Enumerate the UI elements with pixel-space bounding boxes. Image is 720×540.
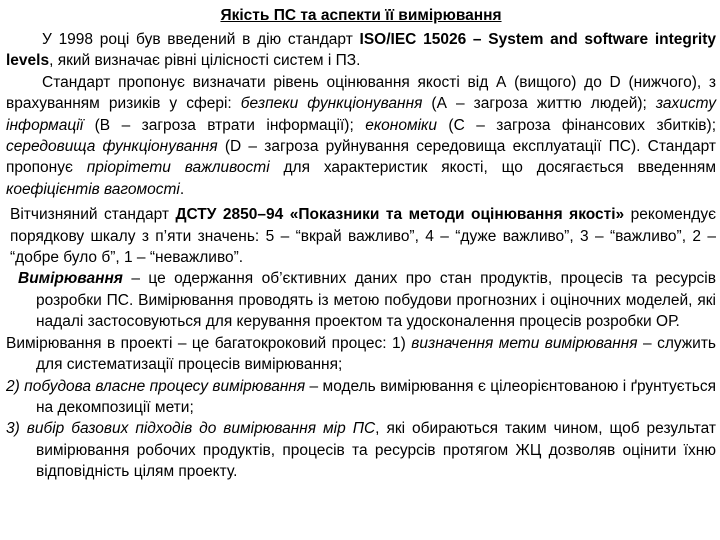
text-run: Вимірювання в проекті – це багатокроковий процес: 1) [6,334,412,352]
term-environment: середовища функціонування [6,138,218,156]
term-process-construction: 2) побудова власне процесу вимірювання [6,377,306,395]
text-run: (В – загроза втрати інформації); [83,116,366,134]
text-run: У 1998 році був введений в дію стандарт [42,31,360,48]
paragraph-step-1 [6,333,716,376]
page-title: Якість ПС та аспекти її вимірювання [220,7,502,24]
text-run: . [179,180,185,198]
term-weight-coefficients: коефіцієнтів вагомості [6,180,180,198]
term-goal-definition: визначення мети вимірювання [411,334,638,352]
term-measurement-text: Вимірювання [18,270,123,288]
text-run: для характеристик якості, що досягається введенням [269,159,716,177]
text-run: – модель вимірювання є цілеорієнтованою і ґрунтується на декомпозиції мети; [36,377,716,416]
text-run: рекомендує порядкову шкалу з п’яти значень: 5 – “вкрай важливо”, 4 – “дуже важливо”, 3 – “важливо”, 2 – “добре було б”, 1 – “неважливо”. [10,206,717,267]
term-measurement [18,270,123,287]
text-run: – служить для систематизації процесів вимірювання; [36,334,716,374]
paragraph-assessment-levels [6,72,716,200]
standard-name-iso: ISO/IEC 15026 – System and software integrity levels [6,31,716,70]
text-run: Стандарт пропонує визначати рівень оцінювання якості від А (вищого) до D (нижчого), з врахуванням ризиків у сфері: [6,73,716,113]
paragraph-measurement-definition [6,268,716,332]
text-run: (С – загроза фінансових збитків); [436,116,716,134]
text-run: , який визначає рівні цілісності систем і ПЗ. [49,52,361,70]
term-info-protection: захисту інформації [6,95,716,134]
paragraph-step-2 [6,376,716,419]
text-run: , які обираються таким чином, щоб результат вимірювання робочих продуктів, процесів та ресурсів протягом ЖЦ дозволяв оцінити їхню відповідність цілям проекту. [36,420,716,481]
standard-name-dstu: ДСТУ 2850–94 «Показники та методи оцінювання якості» [175,206,625,224]
term-safety: безпеки функціонування [240,95,423,113]
text-run: Вітчизняний стандарт [10,206,176,224]
text-run: (D – загроза руйнування середовища експлуатації ПС). Стандарт пропонує [6,138,716,177]
term-priorities: пріорітети важливості [86,159,270,177]
text-run: (А – загроза життю людей); [422,95,656,113]
text-run: – це одержання об’єктивних даних про стан продуктів, процесів та ресурсів розробки ПС. Вимірювання проводять із метою побудови прогнозних і оціночних моделей, які надалі застосовуються для керування проектом та удосконалення процесів розробки ОР. [36,270,716,331]
paragraph-dstu-standard [6,204,716,268]
paragraph-iso-standard [6,29,716,72]
paragraph-step-3 [6,418,716,482]
term-economics: економіки [365,116,437,134]
term-approach-selection: 3) вибір базових підходів до вимірювання мір ПС [6,420,376,438]
